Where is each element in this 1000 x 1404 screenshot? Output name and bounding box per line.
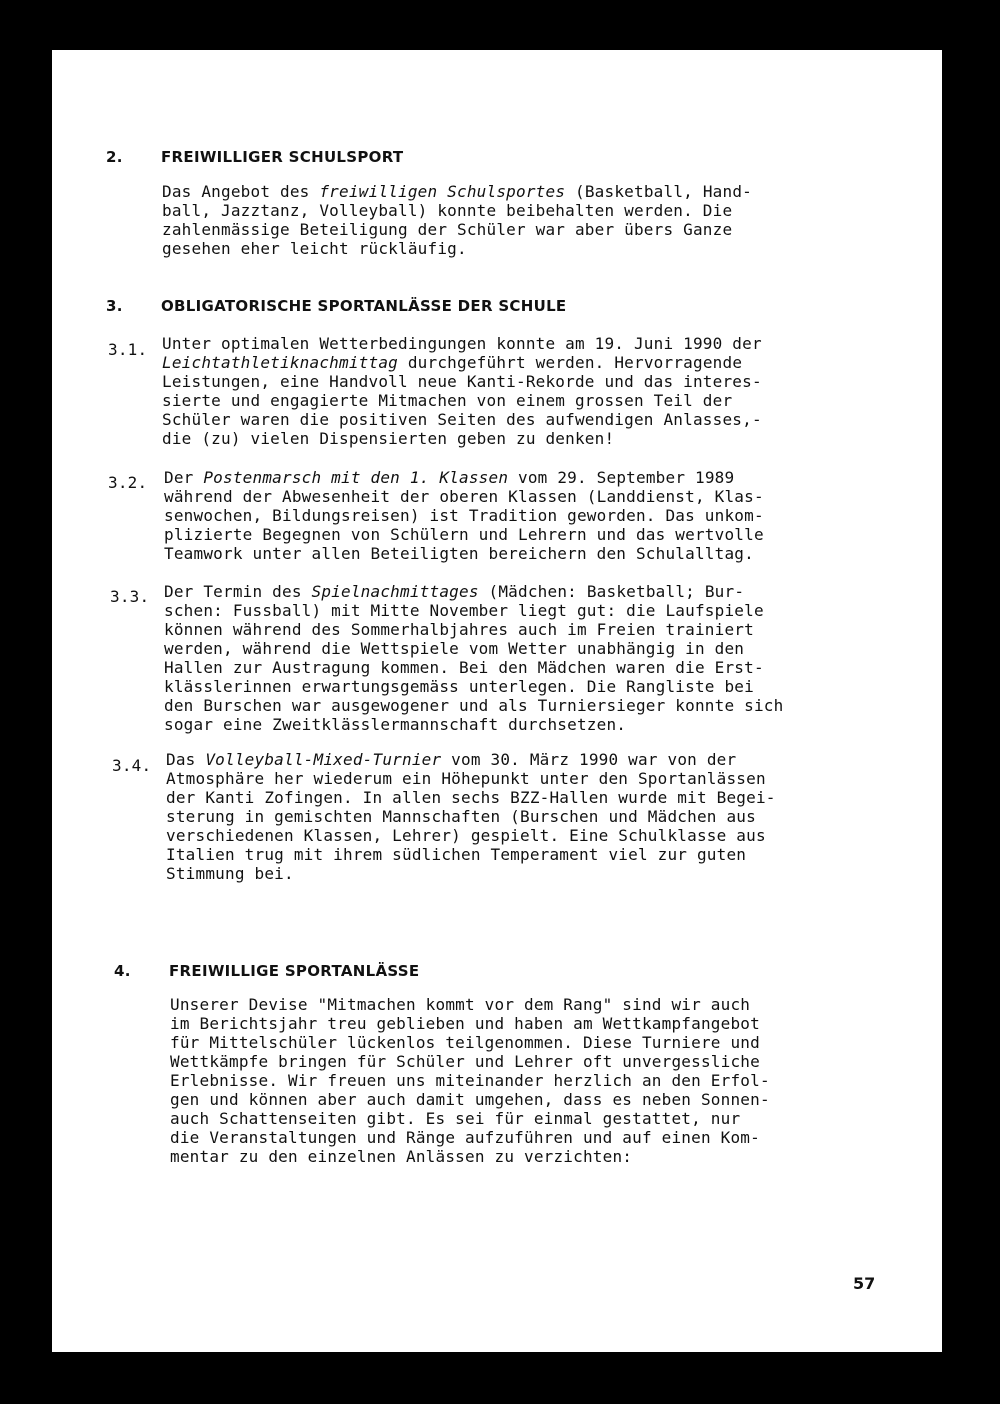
section-number: 4. — [114, 962, 131, 980]
subsection-number: 3.1. — [108, 340, 148, 359]
paragraph-2: Das Angebot des freiwilligen Schulsportes (Basketball, Hand- ball, Jazztanz, Volleyball) konnte beibehalten werden. Die zahlenmässige Beteiligung der Schüler war aber übers Ganze gesehen eher leicht rückläufig. — [162, 182, 752, 258]
paragraph-3-3: Der Termin des Spielnachmittages (Mädchen: Basketball; Bur- schen: Fussball) mit Mitte November liegt gut: die Laufspiele können während des Sommerhalbjahres auch im Freien trainiert werden, während die Wettspiele vom Wetter unabhängig in den Hallen zur Austragung kommen. Bei den Mädchen waren die Erst- klässlerinnen erwartungsgemäss unterlegen. Die Rangliste bei den Burschen war ausgewogener und als Turniersieger konnte sich sogar eine Zweitklässlermannschaft durchsetzen. — [164, 582, 784, 734]
paragraph-4: Unserer Devise "Mitmachen kommt vor dem Rang" sind wir auch im Berichtsjahr treu geblieben und haben am Wettkampfangebot für Mittelschüler lückenlos teilgenommen. Diese Turniere und Wettkämpfe bringen für Schüler und Lehrer oft unvergessliche Erlebnisse. Wir freuen uns miteinander herzlich an den Erfol- gen und können aber auch damit umgehen, dass es neben Sonnen- auch Schattenseiten gibt. Es sei für einmal gestattet, nur die Veranstaltungen und Ränge aufzuführen und auf einen Kom- mentar zu den einzelnen Anlässen zu verzichten: — [170, 995, 770, 1166]
section-4-heading — [114, 962, 420, 980]
section-title: FREIWILLIGE SPORTANLÄSSE — [169, 962, 420, 980]
paragraph-3-1: Unter optimalen Wetterbedingungen konnte am 19. Juni 1990 der Leichtathletiknachmittag durchgeführt werden. Hervorragende Leistungen, eine Handvoll neue Kanti-Rekorde und das interes- sierte und engagierte Mitmachen von einem grossen Teil der Schüler waren die positiven Seiten des aufwendigen Anlasses,- die (zu) vielen Dispensierten geben zu denken! — [162, 334, 762, 448]
document-page — [52, 50, 942, 1352]
subsection-number: 3.2. — [108, 473, 148, 492]
subsection-number: 3.3. — [110, 587, 150, 606]
paragraph-3-4: Das Volleyball-Mixed-Turnier vom 30. März 1990 war von der Atmosphäre her wiederum ein Höhepunkt unter den Sportanlässen der Kanti Zofingen. In allen sechs BZZ-Hallen wurde mit Begei- sterung in gemischten Mannschaften (Burschen und Mädchen aus verschiedenen Klassen, Lehrer) gespielt. Eine Schulklasse aus Italien trug mit ihrem südlichen Temperament viel zur guten Stimmung bei. — [166, 750, 776, 883]
section-number: 2. — [106, 148, 123, 166]
emphasis: Spielnachmittages — [311, 582, 479, 601]
section-title: FREIWILLIGER SCHULSPORT — [161, 148, 404, 166]
emphasis: Leichtathletiknachmittag — [162, 353, 398, 372]
emphasis: freiwilligen Schulsportes — [319, 182, 566, 201]
emphasis: Volleyball-Mixed-Turnier — [205, 750, 442, 769]
section-title: OBLIGATORISCHE SPORTANLÄSSE DER SCHULE — [161, 297, 567, 315]
paragraph-3-2: Der Postenmarsch mit den 1. Klassen vom 29. September 1989 während der Abwesenheit der oberen Klassen (Landdienst, Klas- senwochen, Bildungsreisen) ist Tradition geworden. Das unkom- plizierte Begegnen von Schülern und Lehrern und das wertvolle Teamwork unter allen Beteiligten bereichern den Schulalltag. — [164, 468, 764, 563]
section-3-heading — [106, 297, 567, 315]
section-2-heading — [106, 148, 404, 166]
subsection-number: 3.4. — [112, 756, 152, 775]
section-number: 3. — [106, 297, 123, 315]
emphasis: Postenmarsch mit den 1. Klassen — [203, 468, 509, 487]
page-number: 57 — [853, 1274, 876, 1293]
